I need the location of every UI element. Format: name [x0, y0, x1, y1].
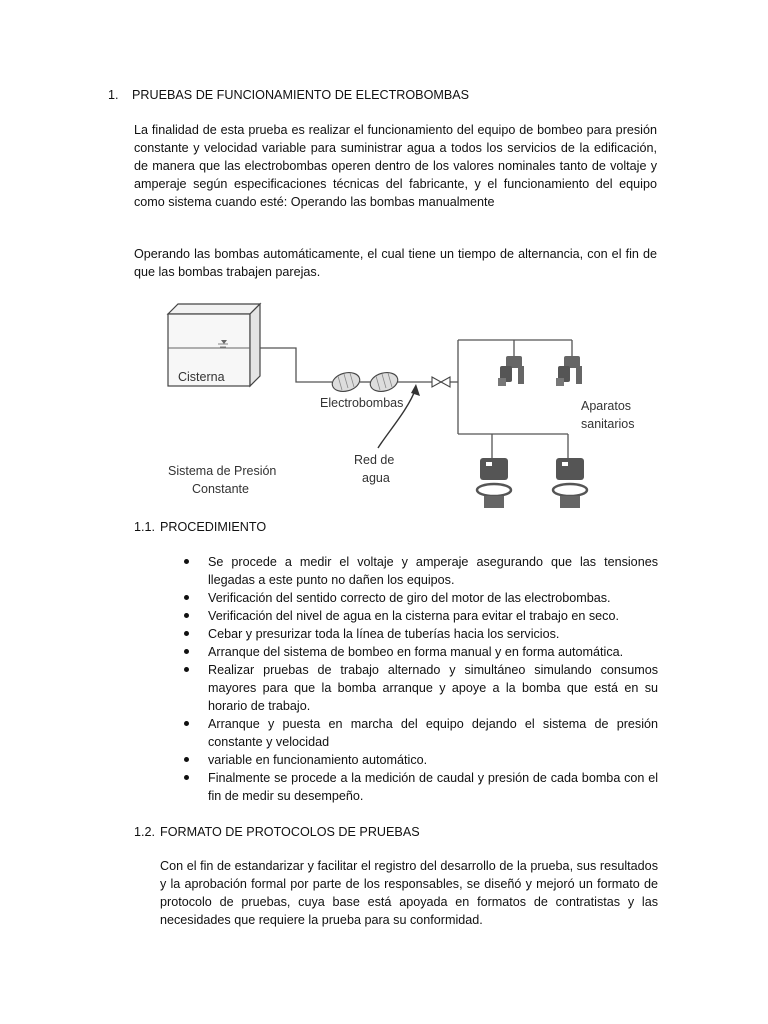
section-1-heading: [108, 86, 469, 104]
section-1-paragraph-2: Operando las bombas automáticamente, el cual tiene un tiempo de alternancia, con el fin de que las bombas trabajen parejas.: [134, 247, 657, 279]
list-item: Se procede a medir el voltaje y amperaje asegurando que las tensiones llegadas a este punto no dañen los equipos.: [182, 553, 658, 589]
section-1-1-heading: [134, 518, 266, 536]
section-1-paragraph-1: La finalidad de esta prueba es realizar el funcionamiento del equipo de bombeo para presión constante y velocidad variable para suministrar agua a todos los servicios de la edificación, de manera que las electrobombas operen dentro de los valores nominales tanto de voltaje y amperaje según especificaciones técnicas del fabricante, y el funcionamiento del equipo como sistema cuando esté: Operando las bombas manualmente: [134, 123, 657, 209]
section-1-2-paragraph: Con el fin de estandarizar y facilitar el registro del desarrollo de la prueba, sus resultados y la aprobación formal por parte de los responsables, se diseñó y mejoró un formato de protocolo de pruebas, cuya base está apoyada en formatos de contratistas y las necesidades que requiere la prueba para su conformidad.: [160, 859, 658, 927]
water-network-label-line2: agua: [362, 471, 390, 485]
list-item: Finalmente se procede a la medición de caudal y presión de cada bomba con el fin de medir su desempeño.: [182, 769, 658, 805]
section-1-title: PRUEBAS DE FUNCIONAMIENTO DE ELECTROBOMBAS: [132, 88, 470, 102]
system-caption-line2: Constante: [192, 482, 249, 496]
pipe-network: [260, 340, 572, 458]
section-1-1-title: PROCEDIMIENTO: [160, 520, 267, 534]
water-supply-arrow-icon: [378, 384, 420, 448]
section-1-2-number: 1.2.: [134, 825, 156, 839]
section-1-1-number: 1.1.: [134, 520, 156, 534]
list-item: variable en funcionamiento automático.: [182, 751, 658, 769]
electropump-icon: [330, 370, 400, 395]
faucet-icon: [498, 356, 524, 386]
valve-icon: [432, 377, 450, 387]
list-item: Cebar y presurizar toda la línea de tuberías hacia los servicios.: [182, 625, 658, 643]
list-item: Verificación del nivel de agua en la cisterna para evitar el trabajo en seco.: [182, 607, 658, 625]
cistern-label: Cisterna: [178, 370, 225, 384]
pressure-system-diagram: [160, 300, 660, 510]
list-item: Arranque del sistema de bombeo en forma manual y en forma automática.: [182, 643, 658, 661]
toilet-icon: [477, 458, 511, 508]
section-1-number: 1.: [108, 88, 119, 102]
faucet-icon: [556, 356, 582, 386]
electropumps-label: Electrobombas: [320, 396, 404, 410]
sanitary-fixtures-label-line1: Aparatos: [581, 399, 632, 413]
procedure-list: [182, 553, 658, 805]
water-network-label-line1: Red de: [354, 453, 395, 467]
list-item: Arranque y puesta en marcha del equipo dejando el sistema de presión constante y velocidad: [182, 715, 658, 751]
section-1-2-heading: [134, 823, 420, 841]
sanitary-fixtures-label-line2: sanitarios: [581, 417, 635, 431]
section-1-2-title: FORMATO DE PROTOCOLOS DE PRUEBAS: [160, 825, 420, 839]
list-item: Realizar pruebas de trabajo alternado y simultáneo simulando consumos mayores para que la bomba arranque y apoye a la bomba que está en su horario de trabajo.: [182, 661, 658, 715]
toilet-icon: [553, 458, 587, 508]
list-item: Verificación del sentido correcto de giro del motor de las electrobombas.: [182, 589, 658, 607]
system-caption-line1: Sistema de Presión: [168, 464, 277, 478]
